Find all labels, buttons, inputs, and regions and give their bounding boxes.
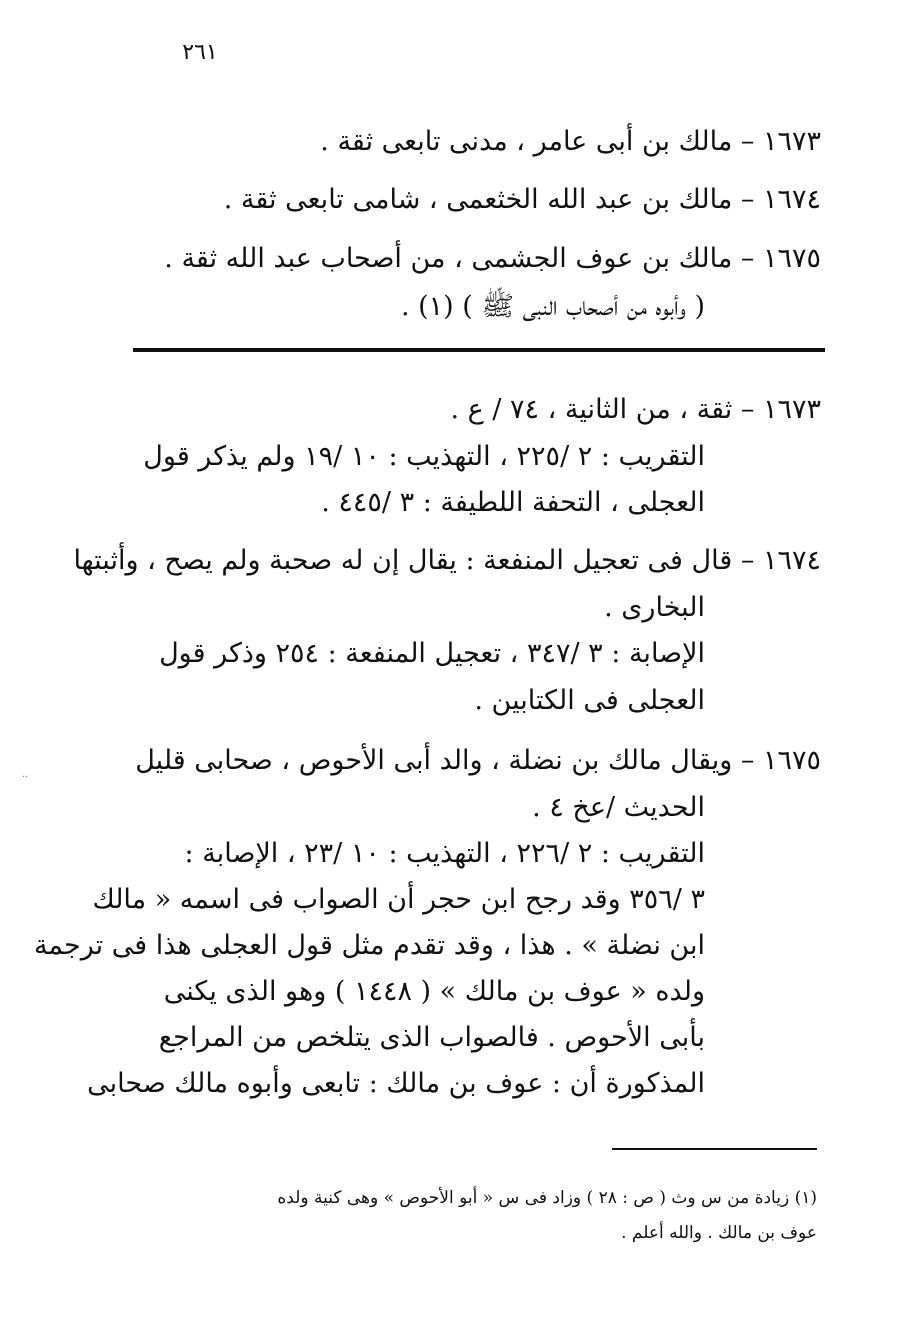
entry-text: مالك بن أبى عامر ، مدنى تابعى ثقة . bbox=[320, 126, 733, 157]
footnote-line: عوف بن مالك . والله أعلم . bbox=[621, 1223, 817, 1243]
entry-number: ١٦٧٥ bbox=[762, 243, 821, 274]
note-line: المذكورة أن : عوف بن مالك : تابعى وأبوه مالك صحابى bbox=[87, 1068, 705, 1099]
note-line: التقريب : ٢ /٢٢٥ ، التهذيب : ١٠ /١٩ ولم يذكر قول bbox=[143, 441, 705, 472]
note-1675 bbox=[135, 747, 821, 774]
entry-dash: – bbox=[732, 126, 755, 157]
entry-text: مالك بن عوف الجشمى ، من أصحاب عبد الله ثقة . bbox=[164, 243, 733, 274]
entry-number: ١٦٧٣ bbox=[762, 126, 821, 157]
entry-text: مالك بن عبد الله الخثعمى ، شامى تابعى ثقة . bbox=[223, 184, 733, 215]
note-line: العجلى ، التحفة اللطيفة : ٣ /٤٤٥ . bbox=[321, 487, 705, 518]
note-line: بأبى الأحوص . فالصواب الذى يتلخص من المراجع bbox=[158, 1022, 705, 1053]
note-1674 bbox=[73, 547, 821, 574]
note-line: الحديث /عخ ٤ . bbox=[532, 792, 705, 823]
footnote-line: (١) زيادة من س وث ( ص : ٢٨ ) وزاد فى س « أبو الأحوص » وهى كنية ولده bbox=[277, 1188, 817, 1208]
note-number: ١٦٧٣ bbox=[762, 394, 821, 425]
note-number: ١٦٧٤ bbox=[762, 545, 821, 576]
note-line: العجلى فى الكتابين . bbox=[474, 685, 705, 716]
scan-speck: ·· bbox=[22, 772, 29, 783]
entry-dash: – bbox=[732, 243, 755, 274]
entry-continuation: ( وأبوه من أصحاب النبى ﷺ ) (١) . bbox=[400, 291, 705, 322]
section-divider bbox=[133, 348, 825, 352]
note-dash: – bbox=[732, 545, 755, 576]
note-line: التقريب : ٢ /٢٢٦ ، التهذيب : ١٠ /٢٣ ، الإصابة : bbox=[184, 838, 705, 869]
note-text: ويقال مالك بن نضلة ، والد أبى الأحوص ، صحابى قليل bbox=[135, 745, 733, 776]
note-number: ١٦٧٥ bbox=[762, 745, 821, 776]
entry-1673 bbox=[320, 128, 821, 155]
note-1673 bbox=[450, 396, 821, 423]
note-text: ثقة ، من الثانية ، ٧٤ / ع . bbox=[450, 394, 733, 425]
note-line: البخارى . bbox=[604, 592, 705, 623]
footnote-divider bbox=[612, 1148, 817, 1150]
note-dash: – bbox=[732, 394, 755, 425]
note-text: قال فى تعجيل المنفعة : يقال إن له صحبة ولم يصح ، وأثبتها bbox=[73, 545, 733, 576]
entry-dash: – bbox=[732, 184, 755, 215]
note-line: ٣ /٣٥٦ وقد رجح ابن حجر أن الصواب فى اسمه « مالك bbox=[92, 884, 705, 915]
note-dash: – bbox=[732, 745, 755, 776]
note-line: ابن نضلة » . هذا ، وقد تقدم مثل قول العجلى هذا فى ترجمة bbox=[33, 930, 705, 961]
note-line: الإصابة : ٣ /٣٤٧ ، تعجيل المنفعة : ٢٥٤ وذكر قول bbox=[159, 638, 705, 669]
note-line: ولده « عوف بن مالك » ( ١٤٤٨ ) وهو الذى يكنى bbox=[163, 976, 705, 1007]
entry-number: ١٦٧٤ bbox=[762, 184, 821, 215]
page-number: ٢٦١ bbox=[182, 40, 218, 65]
entry-1675 bbox=[164, 245, 821, 272]
entry-1674 bbox=[224, 186, 821, 213]
